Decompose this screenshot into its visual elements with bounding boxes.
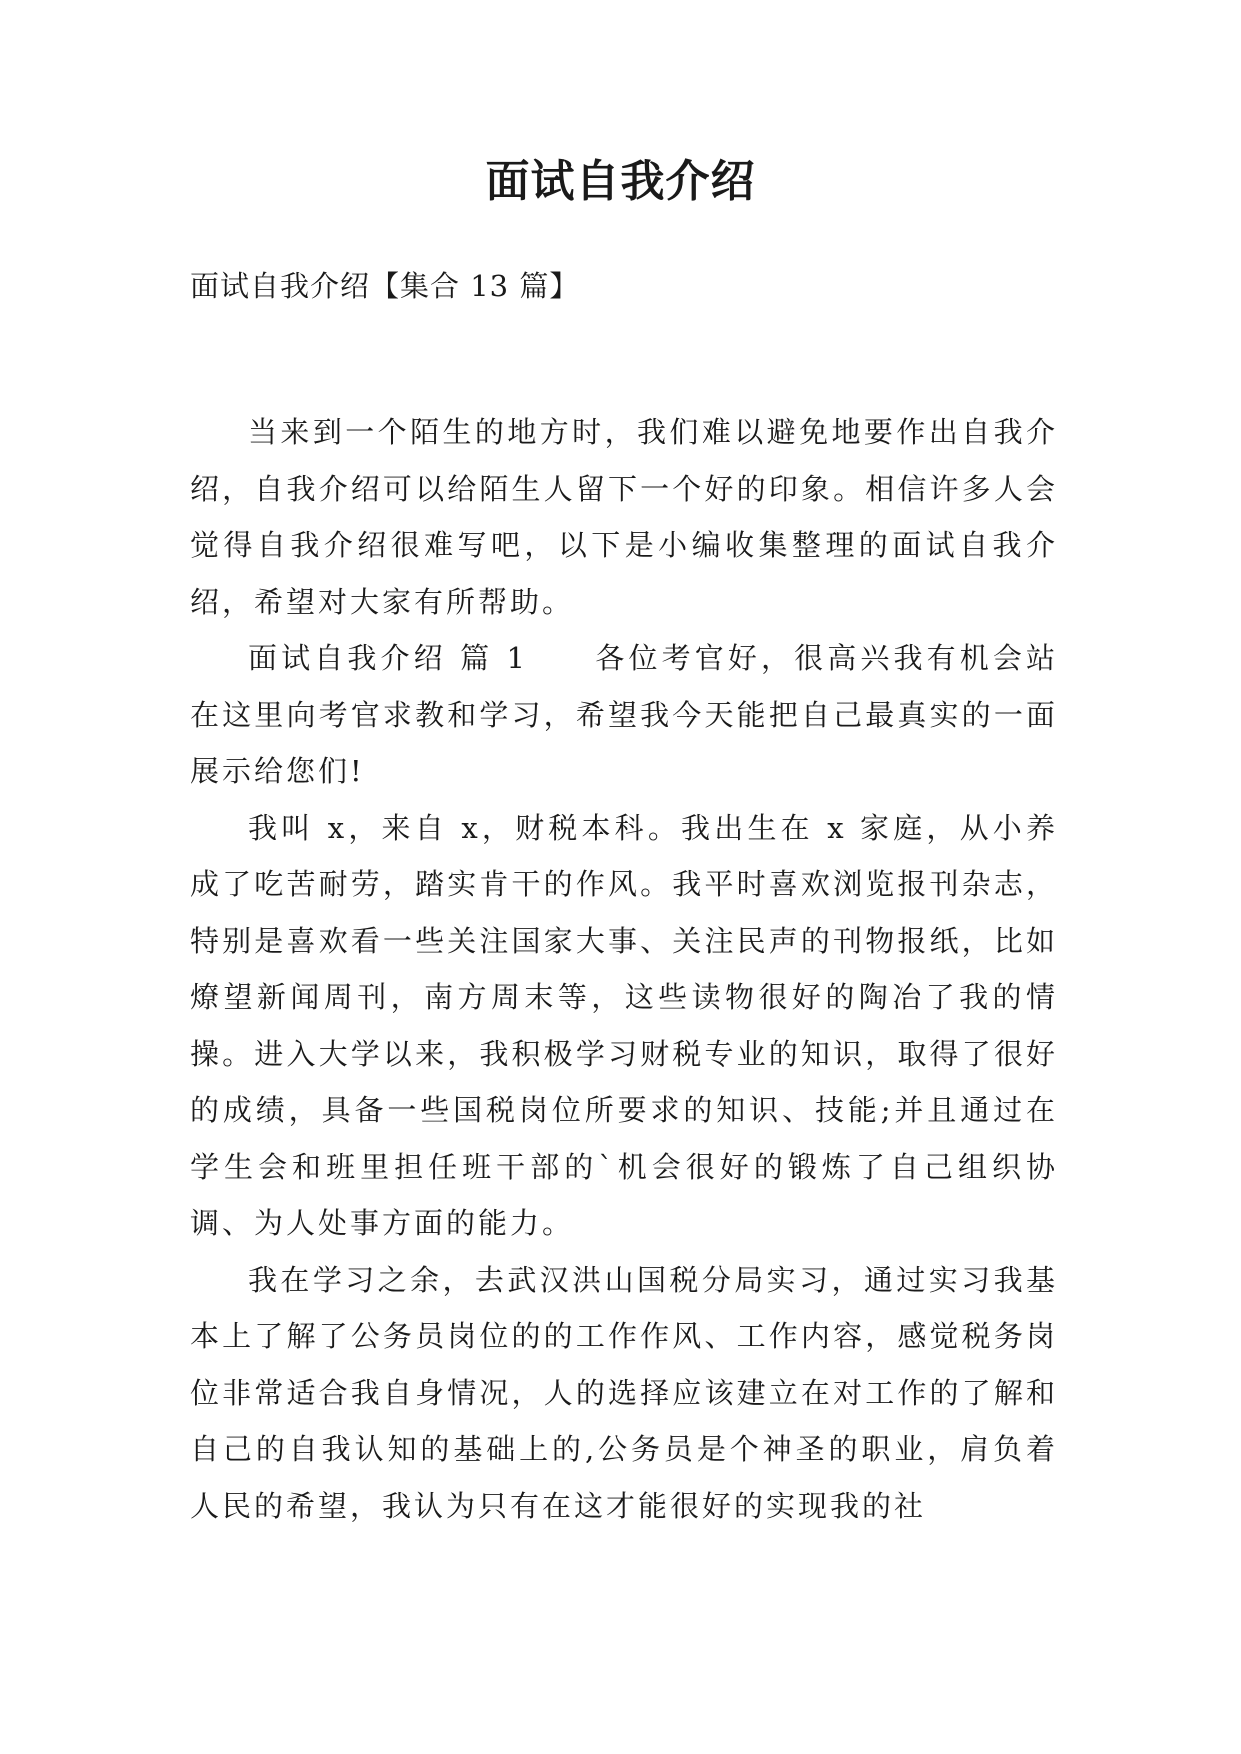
paragraph-background: 我叫 x，来自 x，财税本科。我出生在 x 家庭，从小养成了吃苦耐劳，踏实肯干的作风。我平时喜欢浏览报刊杂志，特别是喜欢看一些关注国家大事、关注民声的刊物报纸，比如燎望新闻周刊，南方周末等，这些读物很好的陶冶了我的情操。进入大学以来，我积极学习财税专业的知识，取得了很好的成绩，具备一些国税岗位所要求的知识、技能;并且通过在学生会和班里担任班干部的`机会很好的锻炼了自己组织协调、为人处事方面的能力。 [190,810,1058,1240]
document-body [190,404,1058,1534]
document-subtitle: 面试自我介绍【集合 13 篇】 [190,269,580,303]
paragraph-internship: 我在学习之余，去武汉洪山国税分局实习，通过实习我基本上了解了公务员岗位的的工作作风、工作内容，感觉税务岗位非常适合我自身情况，人的选择应该建立在对工作的了解和自己的自我认知的基础上的,公务员是个神圣的职业，肩负着人民的希望，我认为只有在这才能很好的实现我的社 [190,1262,1058,1523]
paragraph-intro: 当来到一个陌生的地方时，我们难以避免地要作出自我介绍，自我介绍可以给陌生人留下一个好的印象。相信许多人会觉得自我介绍很难写吧，以下是小编收集整理的面试自我介绍，希望对大家有所帮助。 [190,415,1058,619]
paragraph-greeting: 面试自我介绍 篇 1 各位考官好，很高兴我有机会站在这里向考官求教和学习，希望我今天能把自己最真实的一面展示给您们! [190,641,1058,788]
page-title: 面试自我介绍 [485,156,756,207]
